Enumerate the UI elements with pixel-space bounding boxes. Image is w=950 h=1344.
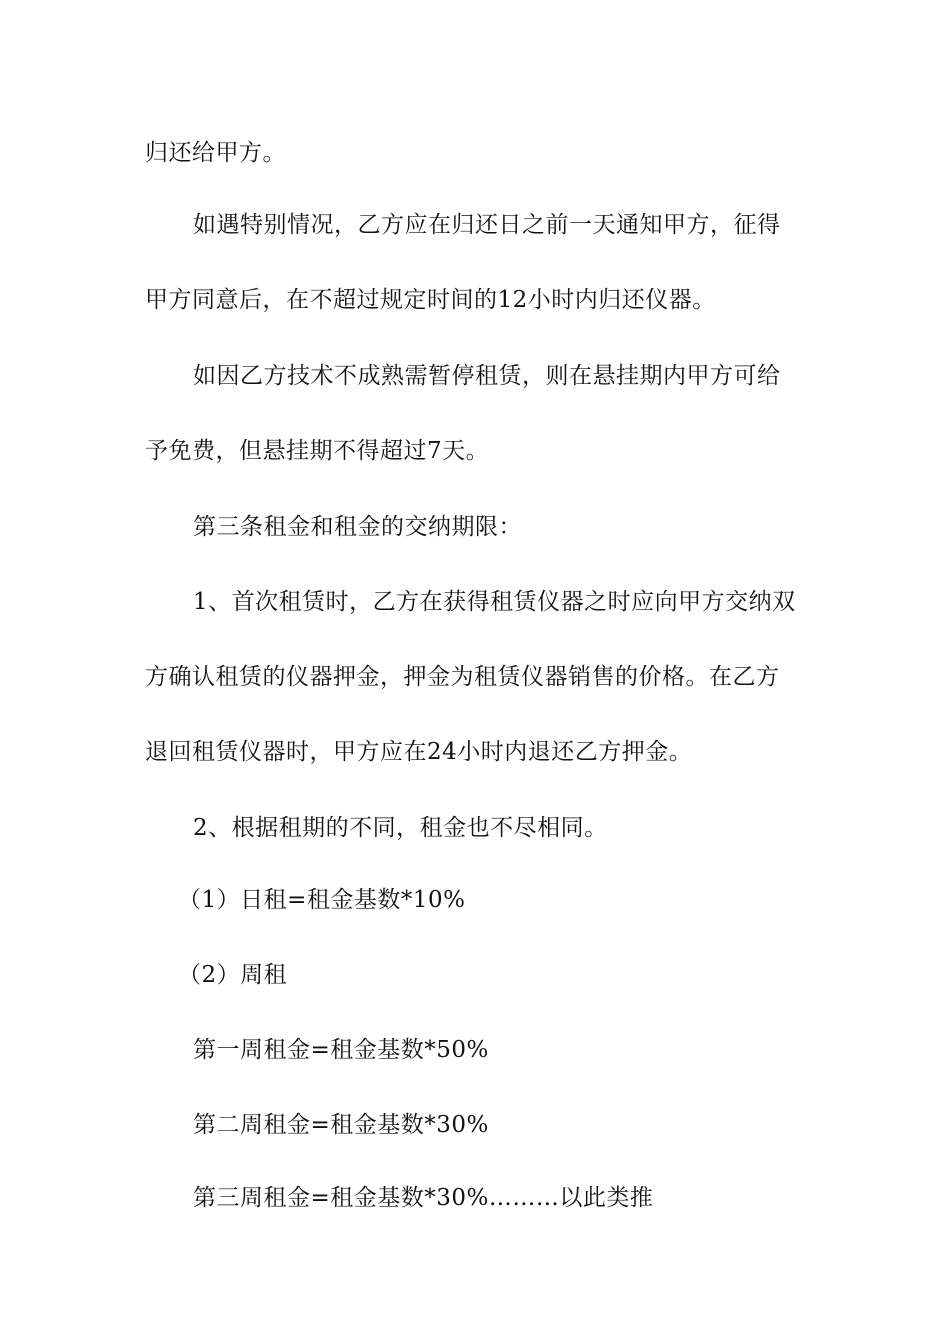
paragraph-line: 归还给甲方。 (145, 140, 286, 166)
paragraph-line: 退回租赁仪器时，甲方应在24小时内退还乙方押金。 (145, 739, 693, 765)
paragraph-line: 甲方同意后，在不超过规定时间的12小时内归还仪器。 (145, 287, 716, 313)
paragraph-line: 2、根据租期的不同，租金也不尽相同。 (193, 815, 608, 841)
list-item: 第三周租金=租金基数*30%………以此类推 (193, 1185, 654, 1211)
paragraph-line: 如因乙方技术不成熟需暂停租赁，则在悬挂期内甲方可给 (193, 363, 781, 389)
list-item: 第二周租金=租金基数*30% (193, 1112, 489, 1138)
list-item: 第一周租金=租金基数*50% (193, 1037, 489, 1063)
list-item: （1）日租=租金基数*10% (178, 887, 466, 913)
paragraph-line: 1、首次租赁时，乙方在获得租赁仪器之时应向甲方交纳双 (193, 589, 796, 615)
section-heading: 第三条租金和租金的交纳期限： (193, 514, 522, 540)
paragraph-line: 方确认租赁的仪器押金，押金为租赁仪器销售的价格。在乙方 (145, 664, 780, 690)
list-item: （2）周租 (178, 962, 288, 988)
paragraph-line: 予免费，但悬挂期不得超过7天。 (145, 438, 490, 464)
paragraph-line: 如遇特别情况，乙方应在归还日之前一天通知甲方，征得 (193, 212, 781, 238)
